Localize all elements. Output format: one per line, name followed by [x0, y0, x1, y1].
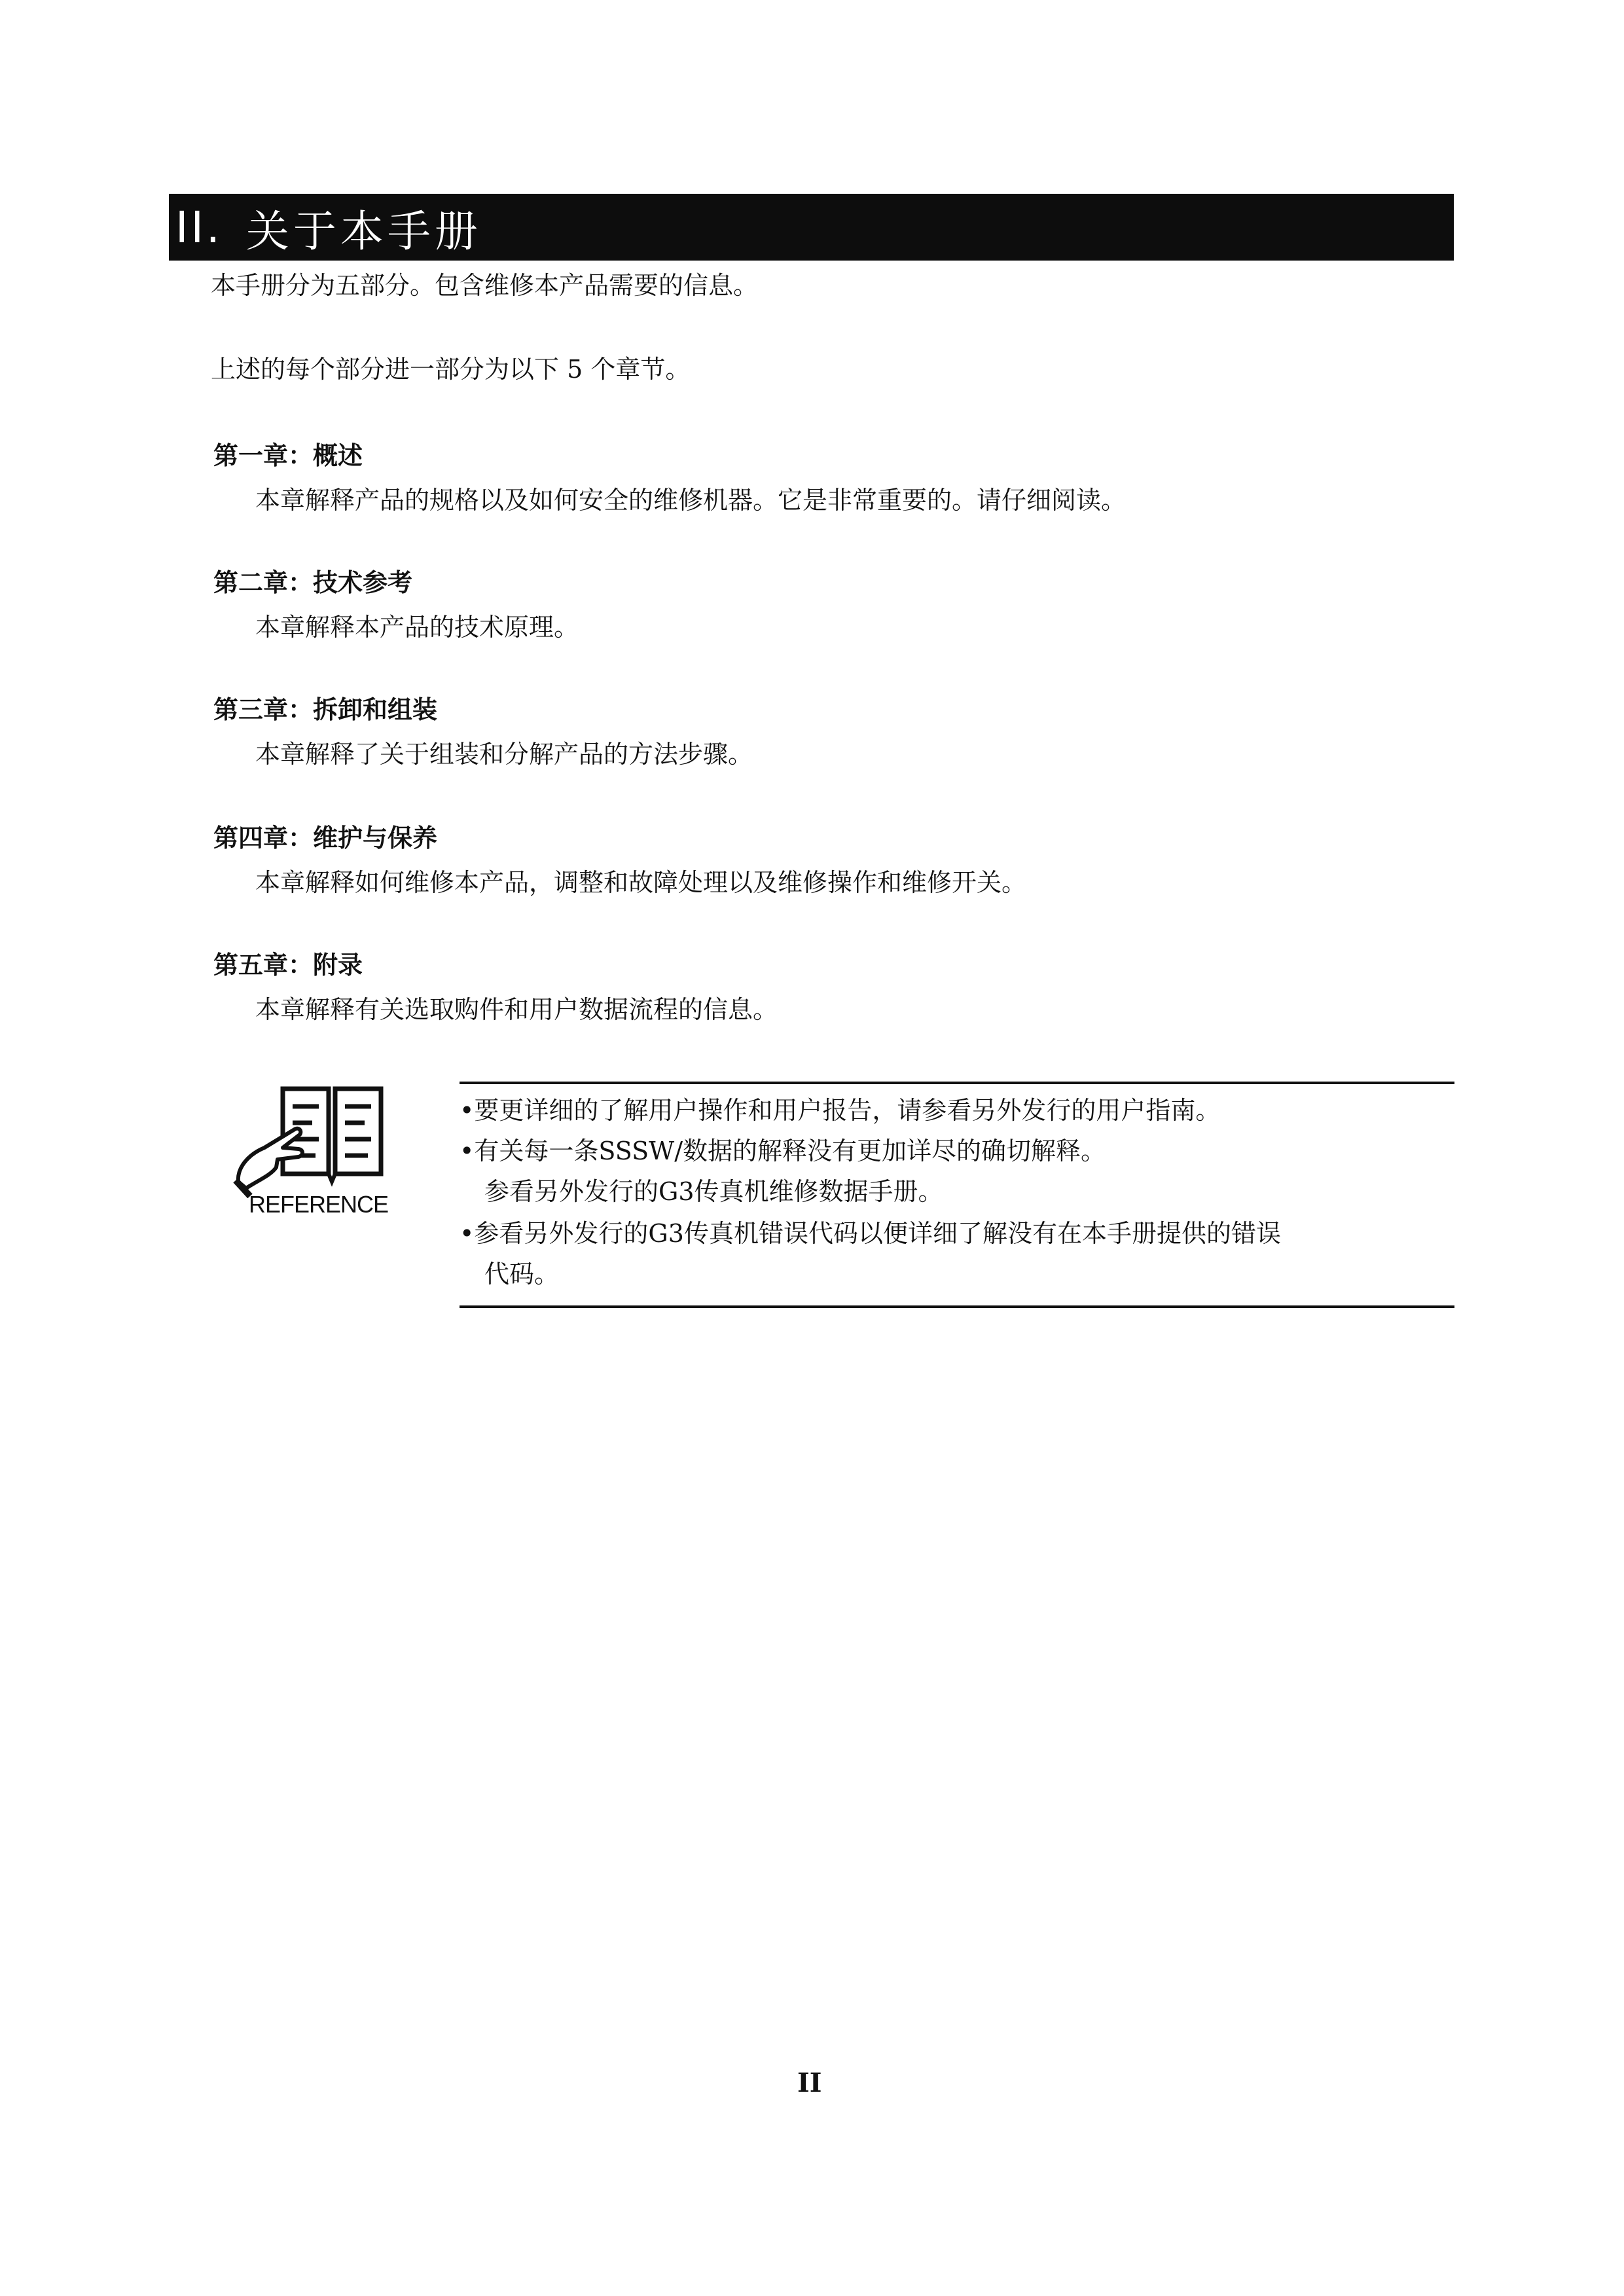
reference-top-rule: [460, 1082, 1454, 1084]
reference-bottom-rule: [460, 1305, 1454, 1308]
chapter-3-desc: 本章解释了关于组装和分解产品的方法步骤。: [255, 740, 753, 769]
section-title: 关于本手册: [245, 206, 482, 257]
intro-line-2: 上述的每个部分进一部分为以下 5 个章节。: [211, 355, 691, 384]
section-number: II.: [175, 202, 223, 253]
reference-bullet-3-line-1: •参看另外发行的G3传真机错误代码以便详细了解没有在本手册提供的错误: [460, 1219, 1281, 1248]
chapter-1-heading: 第一章：概述: [213, 441, 363, 470]
chapter-1-desc: 本章解释产品的规格以及如何安全的维修机器。它是非常重要的。请仔细阅读。: [255, 486, 1127, 515]
reference-bullet-1: •要更详细的了解用户操作和用户报告，请参看另外发行的用户指南。: [460, 1096, 1221, 1125]
reference-label: REFERENCE: [249, 1191, 389, 1218]
chapter-3-heading: 第三章：拆卸和组装: [213, 695, 438, 724]
reference-book-icon: [230, 1084, 401, 1198]
chapter-4-desc: 本章解释如何维修本产品，调整和故障处理以及维修操作和维修开关。: [255, 868, 1027, 897]
chapter-2-desc: 本章解释本产品的技术原理。: [255, 613, 579, 642]
chapter-2-heading: 第二章：技术参考: [213, 568, 413, 597]
intro-line-1: 本手册分为五部分。包含维修本产品需要的信息。: [211, 271, 759, 300]
reference-bullet-2-line-1: •有关每一条SSSW/数据的解释没有更加详尽的确切解释。: [460, 1137, 1106, 1165]
chapter-5-heading: 第五章：附录: [213, 951, 363, 979]
chapter-5-desc: 本章解释有关选取购件和用户数据流程的信息。: [255, 995, 778, 1024]
page-number: II: [797, 2068, 822, 2098]
chapter-4-heading: 第四章：维护与保养: [213, 824, 438, 852]
section-header-bar: [169, 194, 1454, 261]
reference-bullet-2-line-2: 参看另外发行的G3传真机维修数据手册。: [484, 1177, 943, 1206]
reference-bullet-3-line-2: 代码。: [484, 1260, 560, 1288]
